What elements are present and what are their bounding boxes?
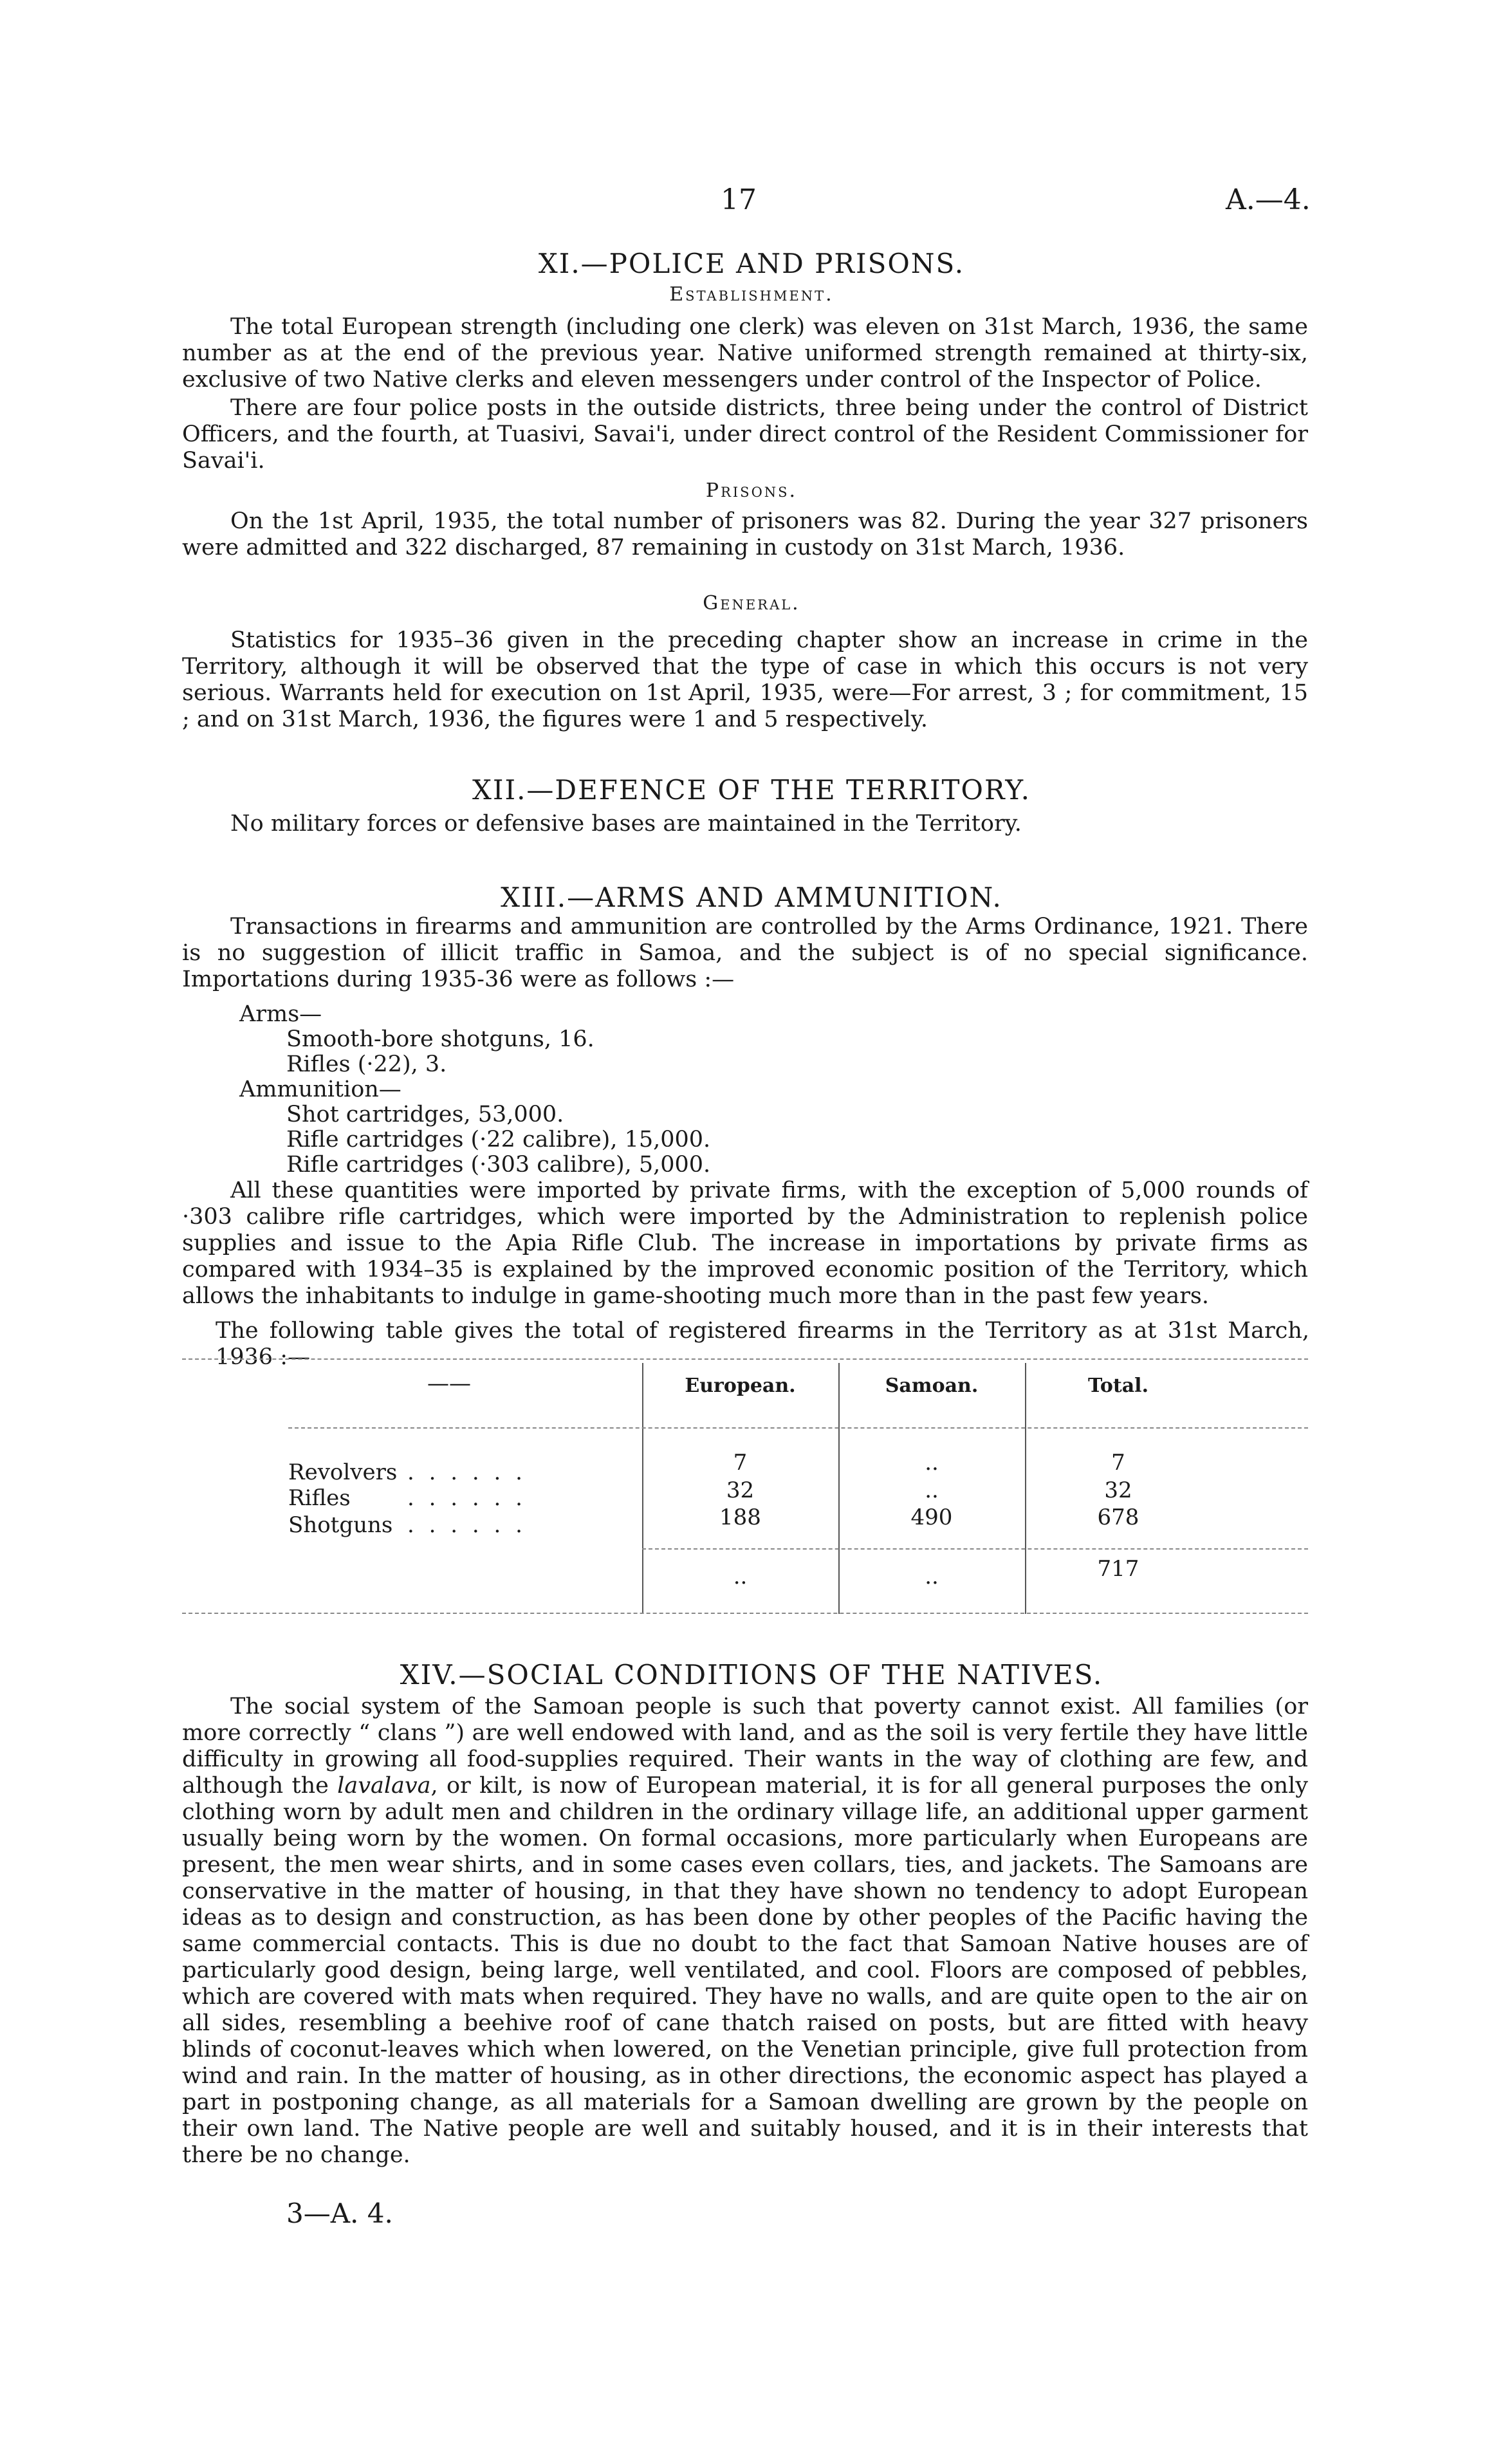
- ammo-item-shot: Shot cartridges, 53,000.: [286, 1102, 564, 1127]
- paragraph-establishment-1: [182, 314, 1308, 393]
- paragraph-text: Statistics for 1935–36 given in the preceding chapter show an increase in crime in the Territory, although it will be observed that the type of case in which this occurs is not very serious. Warrants held for execution on 1st April, 1935, were—For arrest, 3 ; for commitment, 15 ; and on 31st March, 1936, the figures were 1 and 5 respectively.: [182, 627, 1308, 732]
- table-row-leader: . . . . . .: [407, 1485, 526, 1511]
- subheading-establishment: Establishment.: [669, 283, 834, 306]
- table-cell: 7: [733, 1450, 748, 1476]
- table-rule-sum: [642, 1548, 1308, 1550]
- subheading-prisons: Prisons.: [705, 479, 798, 502]
- table-cell: 678: [1097, 1505, 1139, 1530]
- paragraph-establishment-2: [182, 395, 1308, 474]
- ammunition-label: Ammunition—: [239, 1077, 401, 1102]
- table-row-leader: . . . . . .: [407, 1512, 526, 1538]
- paragraph-general: [182, 627, 1308, 733]
- firearms-table: [182, 1357, 1308, 1614]
- table-cell: 32: [1104, 1477, 1132, 1503]
- paragraph-prisons: [182, 508, 1308, 561]
- table-cell: 32: [726, 1477, 755, 1503]
- column-header-european: European.: [685, 1375, 796, 1397]
- paragraph-text: On the 1st April, 1935, the total number of prisoners was 82. During the year 327 prisoners were admitted and 322 discharged, 87 remaining in custody on 31st March, 1936.: [182, 508, 1308, 560]
- table-sum-cell: ..: [733, 1564, 748, 1589]
- paragraph-defence: No military forces or defensive bases are maintained in the Territory.: [230, 811, 1022, 837]
- ammo-item-rifle-303: Rifle cartridges (·303 calibre), 5,000.: [286, 1152, 711, 1178]
- table-rule-top: [182, 1358, 1308, 1360]
- column-header-samoan: Samoan.: [885, 1375, 979, 1397]
- paragraph-text: Transactions in firearms and ammunition are controlled by the Arms Ordinance, 1921. There is no suggestion of illicit traffic in Samoa, and the subject is of no special significance. Importations during 1935-36 were as follows :—: [182, 914, 1308, 992]
- paragraph-arms-intro: [182, 914, 1308, 993]
- page-number: 17: [721, 183, 757, 216]
- paragraph-text: All these quantities were imported by private firms, with the exception of 5,000 rounds of ·303 calibre rifle cartridges, which were imported by the Administration to replenish police supplies and issue to the Apia Rifle Club. The increase in importations by private firms as compared with 1934–35 is explained by the improved economic position of the Territory, which allows the inhabitants to indulge in game-shooting much more than in the past few years.: [182, 1178, 1308, 1309]
- section-title-police: XI.—POLICE AND PRISONS.: [538, 248, 965, 279]
- table-row-leader: . . . . . .: [407, 1459, 526, 1485]
- table-rule-bottom: [182, 1613, 1308, 1614]
- table-row-label: Shotguns: [288, 1512, 393, 1538]
- table-cell: 188: [719, 1505, 761, 1530]
- paragraph-text-1: The social system of the Samoan people is such that poverty cannot exist. All families (or more correctly “ clans ”) are well endowed with land, and as the soil is very fertile they have little difficulty in growing all food-supplies required. Their wants in the way of clothing are few, and although the: [182, 1694, 1308, 1799]
- column-header-total: Total.: [1087, 1375, 1149, 1397]
- table-cell: ..: [925, 1450, 939, 1476]
- paragraph-text: There are four police posts in the outside districts, three being under the control of District Officers, and the fourth, at Tuasivi, Savai'i, under direct control of the Resident Commissioner for Savai'i.: [182, 395, 1308, 474]
- footer-signature: 3—A. 4.: [286, 2198, 393, 2229]
- paragraph-table-intro: The following table gives the total of registered firearms in the Territory as at 31st March, 1936 :—: [216, 1318, 1309, 1370]
- arms-label: Arms—: [239, 1001, 322, 1027]
- table-row-label: Rifles: [288, 1485, 351, 1511]
- subheading-general: General.: [703, 592, 800, 615]
- paragraph-italic-term: lavalava: [337, 1773, 431, 1799]
- document-reference: A.—4.: [1226, 183, 1311, 216]
- table-rule-header: [288, 1427, 1308, 1429]
- table-row-label: Revolvers: [288, 1459, 398, 1485]
- paragraph-text-2: , or kilt, is now of European material, it is for all general purposes the only clothing worn by adult men and children in the ordinary village life, an additional upper garment usually being worn by the women. On formal occasions, more particularly when Europeans are present, the men wear shirts, and in some cases even collars, ties, and jackets. The Samoans are conservative in the matter of housing, in that they have shown no tendency to adopt European ideas as to design and construction, as has been done by other peoples of the Pacific having the same commercial contacts. This is due no doubt to the fact that Samoan Native houses are of particularly good design, being large, well ventilated, and cool. Floors are composed of pebbles, which are covered with mats when required. They have no walls, and are quite open to the air on all sides, resembling a beehive roof of cane thatch raised on posts, but are fitted with heavy blinds of coconut-leaves which when lowered, on the Venetian principle, give full protection from wind and rain. In the matter of housing, as in other directions, the economic aspect has played a part in postponing change, as all materials for a Samoan dwelling are grown by the people on their own land. The Native people are well and suitably housed, and it is in their interests that there be no change.: [182, 1773, 1309, 2168]
- arms-item-shotguns: Smooth-bore shotguns, 16.: [286, 1026, 595, 1052]
- paragraph-text: The total European strength (including one clerk) was eleven on 31st March, 1936, the same number as at the end of the previous year. Native uniformed strength remained at thirty-six, exclusive of two Native clerks and eleven messengers under control of the Inspector of Police.: [182, 314, 1308, 393]
- table-sum-cell: ..: [925, 1564, 939, 1589]
- section-title-defence: XII.—DEFENCE OF THE TERRITORY.: [472, 774, 1031, 806]
- section-title-arms: XIII.—ARMS AND AMMUNITION.: [501, 882, 1002, 913]
- table-cell: ..: [925, 1477, 939, 1503]
- table-grand-total: 717: [1097, 1556, 1139, 1582]
- section-title-social: XIV.—SOCIAL CONDITIONS OF THE NATIVES.: [400, 1659, 1103, 1691]
- table-cell: 490: [910, 1505, 953, 1530]
- table-corner: ——: [427, 1371, 471, 1396]
- ammo-item-rifle-22: Rifle cartridges (·22 calibre), 15,000.: [286, 1127, 711, 1153]
- arms-item-rifles: Rifles (·22), 3.: [286, 1051, 447, 1077]
- paragraph-arms-after: [182, 1178, 1308, 1310]
- paragraph-social: [182, 1694, 1308, 2169]
- table-cell: 7: [1111, 1450, 1125, 1476]
